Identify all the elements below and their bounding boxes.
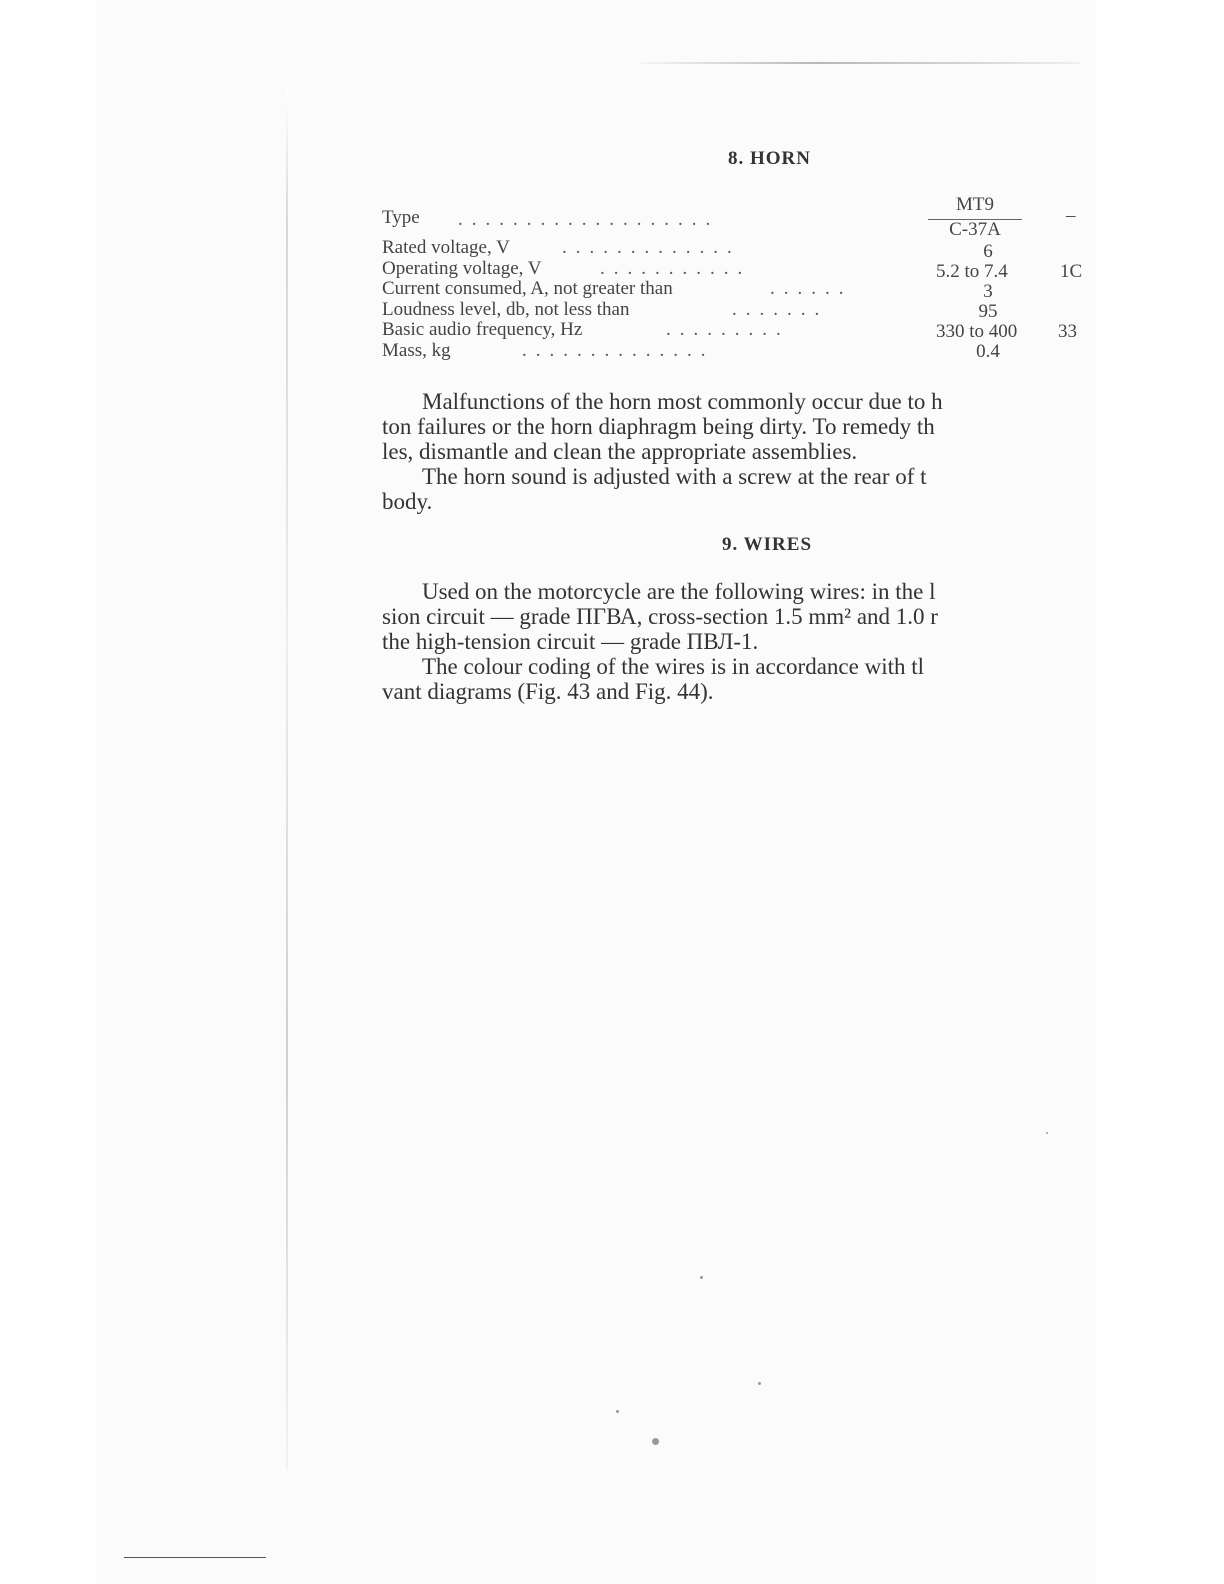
spec-label-frequency: Basic audio frequency, Hz: [382, 319, 583, 340]
spec-value-operating-voltage: 5.2 to 7.4: [936, 261, 1008, 282]
spec-value-rated-voltage: 6: [983, 241, 993, 262]
spec-leader-dots: .......: [732, 299, 829, 320]
spec-value-type-bottom: C-37A: [949, 219, 1001, 240]
spec-leader-dots: .............: [562, 237, 741, 258]
spec-extra-frequency: 33: [1058, 321, 1077, 342]
spec-leader-dots: ...................: [458, 209, 720, 230]
horn-paragraph-line: body.: [382, 490, 433, 514]
scan-speck: [1046, 1132, 1048, 1134]
section-title-wires: 9. WIRES: [722, 534, 813, 555]
horn-paragraph-line: Malfunctions of the horn most commonly occur due to h: [422, 390, 943, 414]
wires-paragraph-line: the high-tension circuit — grade ПВЛ-1.: [382, 630, 759, 654]
spec-value-current: 3: [983, 281, 993, 302]
spec-extra-operating-voltage: 1C: [1060, 261, 1083, 282]
scan-speck: [700, 1276, 703, 1279]
spec-value-mass: 0.4: [976, 341, 1000, 362]
spec-label-loudness: Loudness level, db, not less than: [382, 299, 630, 320]
wires-paragraph-line: sion circuit — grade ПГВА, cross-section 1.5 mm² and 1.0 r: [382, 605, 938, 629]
spec-value-frequency: 330 to 400: [936, 321, 1018, 342]
page-top-edge: [640, 62, 1080, 64]
page-left-edge: [286, 90, 288, 1470]
wires-paragraph-line: Used on the motorcycle are the following wires: in the l: [422, 580, 936, 604]
horn-paragraph-line: ton failures or the horn diaphragm being dirty. To remedy th: [382, 415, 935, 439]
scan-speck: [616, 1410, 619, 1413]
wires-paragraph-line: The colour coding of the wires is in accordance with tl: [422, 655, 925, 679]
spec-value-type-top: MT9: [956, 194, 994, 215]
horn-paragraph-line: les, dismantle and clean the appropriate assemblies.: [382, 440, 858, 464]
spec-extra-type: –: [1066, 205, 1076, 226]
footnote-rule: [124, 1557, 266, 1558]
spec-leader-dots: ......: [770, 278, 853, 299]
spec-leader-dots: .........: [666, 319, 790, 340]
horn-paragraph-line: The horn sound is adjusted with a screw at the rear of t: [422, 465, 927, 489]
spec-label-operating-voltage: Operating voltage, V: [382, 258, 542, 279]
section-title-horn: 8. HORN: [728, 148, 811, 169]
spec-label-type: Type: [382, 207, 420, 228]
spec-leader-dots: ..............: [522, 340, 715, 361]
spec-label-mass: Mass, kg: [382, 340, 451, 361]
scan-speck: [652, 1438, 659, 1445]
spec-leader-dots: ...........: [600, 258, 752, 279]
spec-value-loudness: 95: [978, 301, 998, 322]
spec-label-current: Current consumed, A, not greater than: [382, 278, 673, 299]
wires-paragraph-line: vant diagrams (Fig. 43 and Fig. 44).: [382, 680, 714, 704]
spec-label-rated-voltage: Rated voltage, V: [382, 237, 510, 258]
scan-speck: [758, 1382, 761, 1385]
